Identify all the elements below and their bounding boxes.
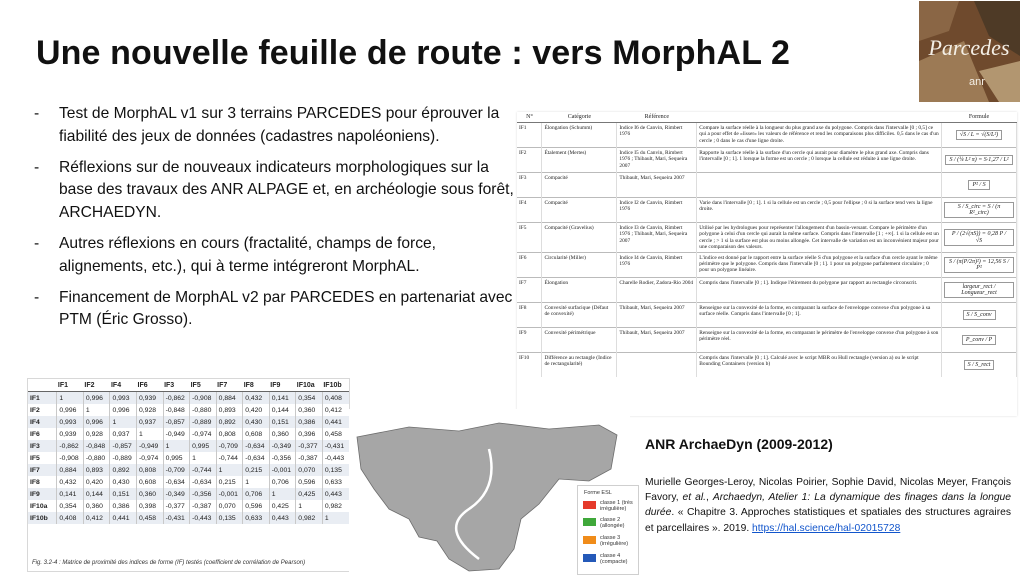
matrix-cell: -0,744 — [216, 452, 243, 464]
matrix-cell: 0,432 — [243, 392, 270, 405]
matrix-cell: 1 — [296, 500, 323, 512]
matrix-cell: 0,937 — [137, 416, 164, 428]
legend-swatch-class-4 — [583, 554, 596, 562]
ref-cell-ref — [617, 353, 697, 378]
ref-cell-desc: L'indice est donné par le rapport entre la surface réelle S d'un polygone et la surface d'un cercle ayant le même périmètre que le polygone. Compris dans l'intervalle [0 ; 1]. 1 pour un polygone parfaitement circulaire ; 0 pour un polygone linéaire. — [697, 253, 942, 278]
matrix-cell: 0,443 — [269, 512, 296, 524]
legend-label-class-4: classe 4 (compacte) — [600, 553, 628, 566]
matrix-cell: 0,928 — [83, 428, 110, 440]
matrix-cell: 0,412 — [83, 512, 110, 524]
bullet-list — [34, 103, 520, 340]
matrix-cell: 0,996 — [83, 416, 110, 428]
matrix-cell: 0,893 — [216, 404, 243, 416]
matrix-cell: -0,880 — [190, 404, 217, 416]
matrix-header-cell: IF3 — [163, 379, 190, 392]
legend-swatch-class-2 — [583, 518, 596, 526]
ref-cell-ref: Thibault, Mari, Sequeira 2007 — [617, 328, 697, 353]
matrix-cell: 0,425 — [296, 488, 323, 500]
table-row — [517, 353, 1017, 378]
matrix-cell: -0,908 — [57, 452, 84, 464]
matrix-cell: 0,360 — [296, 404, 323, 416]
matrix-cell: -0,356 — [190, 488, 217, 500]
matrix-cell: 0,354 — [296, 392, 323, 405]
ref-cell-desc: Rapporte la surface réelle à la surface d'un cercle qui aurait pour diamètre le plus grand axe. Compris dans l'intervalle [0 ; 1]. 1 lorsque la forme est un cercle ; 0 lorsque la cellule est réduite à une ligne droite. — [697, 148, 942, 173]
formula-text: √S / L = √(S/L²) — [956, 130, 1002, 140]
matrix-cell: 0,608 — [243, 428, 270, 440]
matrix-cell: -0,889 — [110, 452, 137, 464]
matrix-header-cell: IF6 — [137, 379, 164, 392]
legend-label-class-3: classe 3 (irrégulière) — [600, 535, 629, 548]
formula-text: S / S_conv — [963, 310, 996, 320]
matrix-row-label: IF1 — [28, 392, 57, 405]
matrix-cell: 0,135 — [322, 464, 349, 476]
matrix-cell: 0,995 — [190, 440, 217, 452]
svg-text:Parcedes: Parcedes — [928, 35, 1010, 60]
matrix-cell: -0,857 — [163, 416, 190, 428]
ref-cell-ref: Thibault, Mari, Sequeira 2007 — [617, 303, 697, 328]
matrix-cell: 0,432 — [57, 476, 84, 488]
matrix-cell: 0,135 — [216, 512, 243, 524]
matrix-cell: 0,215 — [216, 476, 243, 488]
matrix-cell: 0,425 — [269, 500, 296, 512]
matrix-cell: 1 — [83, 404, 110, 416]
formula-text: largeur_rect / Longueur_rect — [944, 282, 1014, 298]
ref-cell-desc: Utilisé par les hydrologues pour représenter l'allongement d'un bassin-versant. Compare le périmètre d'un polygone à celui d'un cercle qui aurait la même surface. Compris dans l'intervalle [1 ; +∞[. 1 si la cellule est un cercle ; > 1 si la surface est plus ou moins allongée. Cet intervalle de variation est un inconvénient majeur pour une comparaison des valeurs. — [697, 223, 942, 253]
ref-cell-cat: Compacité — [542, 198, 617, 223]
matrix-cell: -0,857 — [110, 440, 137, 452]
matrix-cell: 0,408 — [322, 392, 349, 405]
formula-text: S / (¼ L² π) = S·1,27 / L² — [945, 155, 1012, 165]
matrix-header-cell: IF5 — [190, 379, 217, 392]
table-row — [517, 303, 1017, 328]
ref-cell-formula — [942, 278, 1017, 303]
matrix-cell: -0,634 — [163, 476, 190, 488]
matrix-cell: 1 — [269, 488, 296, 500]
matrix-cell: -0,709 — [163, 464, 190, 476]
ref-cell-formula — [942, 148, 1017, 173]
matrix-cell: -0,387 — [296, 452, 323, 464]
matrix-row-label: IF8 — [30, 478, 40, 486]
ref-cell-cat: Circularité (Miller) — [542, 253, 617, 278]
ref-cell-n: IF4 — [517, 198, 542, 223]
table-row — [28, 488, 349, 500]
table-row — [517, 223, 1017, 253]
ref-cell-ref: Indice I6 de Canvin, Rimbert 1976 — [617, 123, 697, 148]
matrix-cell: -0,349 — [269, 440, 296, 452]
matrix-row-label: IF3 — [28, 440, 57, 452]
matrix-cell: 0,360 — [83, 500, 110, 512]
matrix-cell: 0,993 — [110, 392, 137, 405]
ref-cell-desc: Varie dans l'intervalle [0 ; 1]. 1 si la cellule est un cercle ; 0,5 pour l'ellipse ; 0 si la surface tend vers la ligne droite. — [697, 198, 942, 223]
matrix-header-cell: IF4 — [110, 379, 137, 392]
matrix-cell: 0,430 — [243, 416, 270, 428]
matrix-row-label: IF9 — [28, 488, 57, 500]
table-row — [28, 440, 349, 452]
matrix-cell: 0,070 — [216, 500, 243, 512]
matrix-row-label: IF10a — [30, 502, 48, 510]
table-row — [517, 198, 1017, 223]
matrix-cell: 0,386 — [110, 500, 137, 512]
matrix-cell: 0,141 — [57, 488, 84, 500]
bullet-item: - Financement de MorphAL v2 par PARCEDES en partenariat avec PTM (Éric Grosso). — [34, 288, 513, 329]
ref-cell-cat: Étalement (Mertes) — [542, 148, 617, 173]
matrix-cell: -0,431 — [163, 512, 190, 524]
ref-cell-n: IF8 — [517, 303, 542, 328]
matrix-header-cell: IF10b — [322, 379, 349, 392]
ref-cell-ref: Indice I5 du Canvin, Rimbert 1976 ; Thibault, Mari, Sequeira 2007 — [617, 148, 697, 173]
matrix-cell: -0,634 — [190, 476, 217, 488]
formula-text: S / (π(P/2π)²) = 12,56 S / P² — [944, 257, 1014, 273]
matrix-row-label: IF7 — [28, 464, 57, 476]
matrix-cell: 0,982 — [322, 500, 349, 512]
matrix-cell: 0,608 — [137, 476, 164, 488]
matrix-cell: -0,443 — [190, 512, 217, 524]
matrix-cell: 0,408 — [57, 512, 84, 524]
matrix-cell: 0,360 — [137, 488, 164, 500]
matrix-cell: -0,634 — [243, 440, 270, 452]
table-row — [28, 464, 349, 476]
ref-cell-desc: Renseigne sur la convexité de la forme, en comparant le périmètre de l'enveloppe convexe d'un polygone à son périmètre réel. — [697, 328, 942, 353]
matrix-header-cell: IF1 — [57, 379, 84, 392]
anr-archaedyn-title: ANR ArchaeDyn (2009-2012) — [645, 436, 833, 452]
matrix-caption: Fig. 3.2-4 : Matrice de proximité des indices de forme (IF) testés (coefficient de corrélation de Pearson) — [32, 560, 306, 566]
ref-cell-cat: Compacité (Gravelius) — [542, 223, 617, 253]
ref-cell-desc — [697, 173, 942, 198]
matrix-cell: 0,354 — [57, 500, 84, 512]
matrix-cell: 0,928 — [137, 404, 164, 416]
matrix-row-label: IF2 — [30, 406, 40, 414]
matrix-header-cell: IF8 — [243, 379, 270, 392]
ref-cell-formula — [942, 198, 1017, 223]
matrix-cell: -0,443 — [322, 452, 349, 464]
matrix-cell: -0,862 — [163, 392, 190, 405]
ref-cell-formula — [942, 353, 1017, 378]
citation: Murielle Georges-Leroy, Nicolas Poirier, Sophie David, Nicolas Meyer, François Favory, et al., Archaedyn, Atelier 1: La dynamique des finages dans la longue durée. « Chapitre 3. Approches statistiques et spatiales des structures agraires et parcellaires ». 2019. https://hal.science/hal-02015728 — [645, 477, 1011, 534]
matrix-cell: -0,974 — [137, 452, 164, 464]
matrix-cell: 0,706 — [269, 476, 296, 488]
legend-label-class-2: classe 2 (allongée) — [600, 517, 625, 530]
matrix-cell: 0,441 — [110, 512, 137, 524]
formula-text: P² / S — [968, 180, 989, 190]
table-row — [28, 500, 349, 512]
ref-cell-n: IF2 — [517, 148, 542, 173]
matrix-cell: 0,412 — [322, 404, 349, 416]
matrix-cell: -0,949 — [163, 428, 190, 440]
ref-cell-n: IF3 — [517, 173, 542, 198]
ref-cell-n: IF7 — [517, 278, 542, 303]
matrix-cell: 0,939 — [137, 392, 164, 405]
table-row — [517, 123, 1017, 148]
ref-cell-formula — [942, 253, 1017, 278]
matrix-cell: 1 — [216, 464, 243, 476]
table-row — [28, 452, 349, 464]
matrix-cell: -0,862 — [57, 440, 84, 452]
matrix-cell: 0,420 — [83, 476, 110, 488]
matrix-row-label: IF5 — [30, 454, 40, 462]
matrix-cell: 0,144 — [83, 488, 110, 500]
matrix-cell: 0,151 — [110, 488, 137, 500]
matrix-cell: 1 — [163, 440, 190, 452]
matrix-cell: 0,430 — [110, 476, 137, 488]
ref-header-cell: Référence — [617, 112, 697, 123]
matrix-cell: 0,596 — [243, 500, 270, 512]
matrix-cell: 0,884 — [57, 464, 84, 476]
matrix-cell: -0,634 — [243, 452, 270, 464]
shape-index-reference-table — [517, 112, 1017, 416]
legend-title: Forme ESL — [584, 490, 612, 496]
ref-cell-ref: Thibault, Mari, Sequeira 2007 — [617, 173, 697, 198]
matrix-header-cell: IF7 — [216, 379, 243, 392]
matrix-cell: -0,356 — [269, 452, 296, 464]
table-row — [28, 476, 349, 488]
table-row — [28, 404, 349, 416]
formula-text: S / S_circ = S / (π R²_circ) — [944, 202, 1014, 218]
slide-title: Une nouvelle feuille de route : vers MorphAL 2 — [36, 34, 791, 72]
matrix-cell: 0,441 — [322, 416, 349, 428]
matrix-cell: -0,431 — [322, 440, 349, 452]
matrix-cell: -0,709 — [216, 440, 243, 452]
matrix-cell: 0,808 — [216, 428, 243, 440]
matrix-cell: 0,993 — [57, 416, 84, 428]
matrix-cell: 1 — [322, 512, 349, 524]
matrix-cell: -0,889 — [190, 416, 217, 428]
ref-cell-desc: Compris dans l'intervalle [0 ; 1]. Indique l'étirement du polygone par rapport au rectangle circonscrit. — [697, 278, 942, 303]
matrix-header-cell: IF10a — [296, 379, 323, 392]
table-row — [517, 173, 1017, 198]
matrix-cell: 0,360 — [269, 428, 296, 440]
formula-text: P_conv / P — [962, 335, 996, 345]
ref-cell-ref: Indice I4 de Canvin, Rimbert 1976 — [617, 253, 697, 278]
matrix-cell: 0,995 — [163, 452, 190, 464]
matrix-row-label: IF10b — [28, 512, 57, 524]
matrix-cell: -0,377 — [163, 500, 190, 512]
matrix-cell: 0,892 — [110, 464, 137, 476]
matrix-cell: 0,937 — [110, 428, 137, 440]
ref-cell-cat: Élongation (Schumm) — [542, 123, 617, 148]
ref-cell-cat: Élongation — [542, 278, 617, 303]
matrix-cell: 0,070 — [296, 464, 323, 476]
matrix-cell: -0,001 — [269, 464, 296, 476]
matrix-cell: 1 — [243, 476, 270, 488]
ref-cell-n: IF9 — [517, 328, 542, 353]
matrix-cell: -0,848 — [163, 404, 190, 416]
formula-text: P / (2√(πS)) = 0,28 P / √S — [944, 229, 1014, 245]
ref-cell-cat: Compacité — [542, 173, 617, 198]
matrix-cell: 0,458 — [322, 428, 349, 440]
table-row — [28, 416, 349, 428]
bullet-item: - Autres réflexions en cours (fractalité, champs de force, alignements, etc.), qui à terme intégreront MorphAL. — [34, 234, 437, 275]
matrix-cell: 1 — [110, 416, 137, 428]
formula-text: S / S_rect — [964, 360, 995, 370]
table-row — [517, 278, 1017, 303]
bullet-item: - Réflexions sur de nouveaux indicateurs morphologiques sur la base des travaux des ANR ALPAGE et, en archéologie sous forêt, ARCHAEDYN. — [34, 158, 514, 222]
matrix-cell: 0,633 — [322, 476, 349, 488]
matrix-header-cell: IF2 — [83, 379, 110, 392]
matrix-cell: 0,892 — [216, 416, 243, 428]
matrix-cell: 0,884 — [216, 392, 243, 405]
ref-cell-desc: Compare la surface réelle à la longueur du plus grand axe du polygone. Compris dans l'intervalle [0 ; 0,5] ce qui a pour effet de «lisser» les valeurs de référence et rend les comparaisons plus difficiles. 0,5 dans le cas d'un cercle ; 0 dans le cas d'une ligne droite. — [697, 123, 942, 148]
matrix-cell: 0,386 — [296, 416, 323, 428]
matrix-cell: 0,141 — [269, 392, 296, 405]
matrix-cell: 1 — [137, 428, 164, 440]
legend-label-class-1: classe 1 (très irrégulière) — [600, 500, 633, 513]
matrix-cell: 0,633 — [243, 512, 270, 524]
matrix-cell: -0,974 — [190, 428, 217, 440]
matrix-cell: 0,420 — [243, 404, 270, 416]
table-row — [28, 428, 349, 440]
ref-cell-ref: Charelle Rodier, Zadora-Rio 2004 — [617, 278, 697, 303]
ref-cell-ref: Indice I3 de Canvin, Rimbert 1976 ; Thibault, Mari, Sequeira 2007 — [617, 223, 697, 253]
ref-cell-n: IF6 — [517, 253, 542, 278]
matrix-cell: 0,215 — [243, 464, 270, 476]
matrix-cell: -0,387 — [190, 500, 217, 512]
matrix-header-cell: IF9 — [269, 379, 296, 392]
ref-cell-cat: Convexité surfacique (Défaut de convexité) — [542, 303, 617, 328]
matrix-cell: 0,443 — [322, 488, 349, 500]
matrix-cell: 0,144 — [269, 404, 296, 416]
table-row — [517, 328, 1017, 353]
ref-cell-formula — [942, 223, 1017, 253]
svg-text:anr: anr — [969, 76, 985, 88]
table-row — [28, 392, 349, 405]
matrix-cell: 0,996 — [57, 404, 84, 416]
matrix-cell: 0,596 — [296, 476, 323, 488]
map-legend — [577, 485, 639, 575]
matrix-cell: 0,398 — [137, 500, 164, 512]
matrix-cell: 0,996 — [83, 392, 110, 405]
matrix-cell: -0,744 — [190, 464, 217, 476]
ref-cell-n: IF10 — [517, 353, 542, 378]
correlation-matrix — [27, 378, 350, 572]
ref-header-cell: N° — [517, 112, 542, 123]
table-row — [517, 148, 1017, 173]
matrix-cell: -0,001 — [216, 488, 243, 500]
ref-cell-desc: Renseigne sur la convexité de la forme, en comparant la surface de l'enveloppe convexe d'un polygone à sa surface réelle. Compris dans l'intervalle [0 ; 1]. — [697, 303, 942, 328]
matrix-cell: 0,939 — [57, 428, 84, 440]
ref-cell-formula — [942, 173, 1017, 198]
ref-cell-formula — [942, 328, 1017, 353]
ref-cell-cat: Convexité périmétrique — [542, 328, 617, 353]
matrix-cell: -0,848 — [83, 440, 110, 452]
ref-header-cell: Formule — [942, 112, 1017, 123]
legend-swatch-class-3 — [583, 536, 596, 544]
ref-cell-cat: Différence au rectangle (Indice de rectangularité) — [542, 353, 617, 378]
matrix-cell: 0,996 — [110, 404, 137, 416]
matrix-row-label: IF6 — [30, 430, 40, 438]
matrix-cell: 1 — [190, 452, 217, 464]
hal-link[interactable]: https://hal.science/hal-02015728 — [752, 522, 901, 534]
matrix-cell: 0,706 — [243, 488, 270, 500]
matrix-cell: -0,949 — [137, 440, 164, 452]
matrix-cell: 1 — [57, 392, 84, 405]
matrix-row-label: IF4 — [28, 416, 57, 428]
matrix-header-cell — [28, 379, 57, 392]
table-row — [28, 512, 349, 524]
ref-cell-formula — [942, 303, 1017, 328]
matrix-cell: 0,458 — [137, 512, 164, 524]
table-row — [517, 253, 1017, 278]
ref-header-cell — [697, 112, 942, 123]
matrix-cell: -0,377 — [296, 440, 323, 452]
ref-cell-formula — [942, 123, 1017, 148]
matrix-cell: 0,893 — [83, 464, 110, 476]
ref-cell-n: IF5 — [517, 223, 542, 253]
matrix-cell: 0,396 — [296, 428, 323, 440]
parcedes-logo-icon — [919, 1, 1020, 102]
ref-header-cell: Catégorie — [542, 112, 617, 123]
matrix-cell: -0,880 — [83, 452, 110, 464]
matrix-cell: -0,908 — [190, 392, 217, 405]
ref-cell-ref: Indice I2 de Canvin, Rimbert 1976 — [617, 198, 697, 223]
matrix-cell: 0,982 — [296, 512, 323, 524]
ref-cell-desc: Compris dans l'intervalle [0 ; 1]. Calculé avec le script MBR ou Hull rectangle (version a) ou le script Bounding Containers (version b) — [697, 353, 942, 378]
matrix-cell: 0,151 — [269, 416, 296, 428]
legend-swatch-class-1 — [583, 501, 596, 509]
ref-cell-n: IF1 — [517, 123, 542, 148]
matrix-cell: -0,349 — [163, 488, 190, 500]
matrix-cell: 0,808 — [137, 464, 164, 476]
bullet-item: - Test de MorphAL v1 sur 3 terrains PARCEDES pour éprouver la fiabilité des jeux de données (cadastres napoléoniens). — [34, 105, 500, 145]
